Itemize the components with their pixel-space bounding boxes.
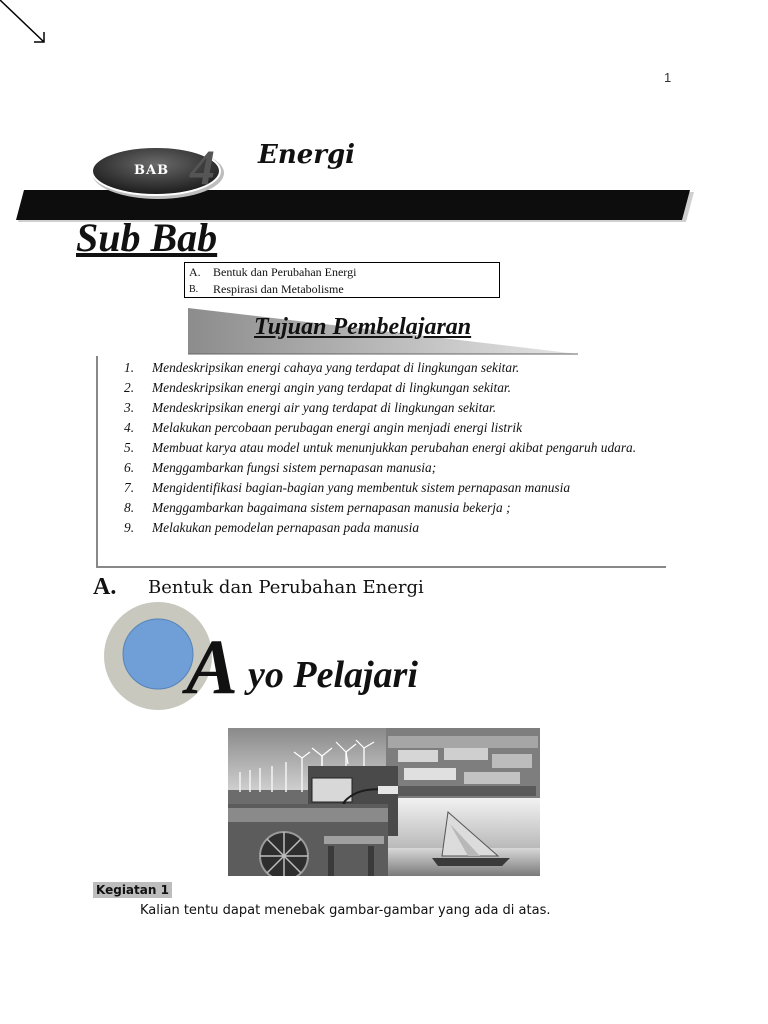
objective-number: 6. xyxy=(124,460,135,475)
energy-photo-collage xyxy=(228,728,540,876)
list-item xyxy=(124,438,658,458)
subbab-item xyxy=(189,264,499,281)
kegiatan-instruction: Kalian tentu dapat menebak gambar-gambar yang ada di atas. xyxy=(140,903,551,918)
subbab-item-text: Respirasi dan Metabolisme xyxy=(213,282,344,296)
list-item xyxy=(124,478,658,498)
bab-number: 4 xyxy=(190,140,215,195)
objective-text: Mendeskripsikan energi air yang terdapat di lingkungan sekitar. xyxy=(152,400,497,415)
list-item xyxy=(124,398,658,418)
objective-text: Mengidentifikasi bagian-bagian yang membentuk sistem pernapasan manusia xyxy=(152,480,571,495)
objective-text: Melakukan percobaan perubagan energi angin menjadi energi listrik xyxy=(152,420,523,435)
subbab-item-letter: A. xyxy=(189,265,201,279)
ayo-heading: yo Pelajari xyxy=(248,654,418,696)
objective-number: 3. xyxy=(124,400,135,415)
houses-aerial-photo xyxy=(386,728,540,800)
objective-number: 4. xyxy=(124,420,135,435)
bab-label: BAB xyxy=(134,163,170,178)
list-item xyxy=(124,458,658,478)
subbab-item xyxy=(189,281,499,298)
section-letter: A. xyxy=(93,574,117,600)
list-item xyxy=(124,518,658,538)
objective-number: 2. xyxy=(124,380,135,395)
list-item xyxy=(124,358,658,378)
objectives-list xyxy=(124,358,658,538)
subbab-heading: Sub Bab xyxy=(76,215,218,260)
objective-text: Mendeskripsikan energi cahaya yang terdapat di lingkungan sekitar. xyxy=(152,360,520,375)
objective-text: Menggambarkan fungsi sistem pernapasan manusia; xyxy=(152,460,437,475)
list-item xyxy=(124,378,658,398)
water-wheel-photo xyxy=(228,804,388,876)
objective-text: Mendeskripsikan energi angin yang terdapat di lingkungan sekitar. xyxy=(152,380,512,395)
kegiatan-label: Kegiatan 1 xyxy=(93,882,172,898)
section-title: Bentuk dan Perubahan Energi xyxy=(148,577,424,598)
objective-number: 5. xyxy=(124,440,135,455)
objective-number: 1. xyxy=(124,360,135,375)
chapter-title: Energi xyxy=(258,140,356,170)
objective-number: 7. xyxy=(124,480,135,495)
objective-text: Melakukan pemodelan pernapasan pada manusia xyxy=(152,520,420,535)
objective-number: 8. xyxy=(124,500,135,515)
sailboat-photo xyxy=(386,798,540,876)
ayo-initial: A xyxy=(186,623,239,710)
corner-arrow-icon xyxy=(0,0,60,60)
tujuan-heading: Tujuan Pembelajaran xyxy=(254,314,472,340)
subbab-list xyxy=(184,262,500,298)
subbab-item-letter: B. xyxy=(189,284,199,295)
subbab-item-text: Bentuk dan Perubahan Energi xyxy=(213,265,357,279)
list-item xyxy=(124,498,658,518)
objective-number: 9. xyxy=(124,520,135,535)
page-number: 1 xyxy=(664,70,672,85)
list-item xyxy=(124,418,658,438)
objective-text: Menggambarkan bagaimana sistem pernapasan manusia bekerja ; xyxy=(152,500,511,515)
objective-text: Membuat karya atau model untuk menunjukkan perubahan energi akibat pengaruh udara. xyxy=(152,440,637,455)
